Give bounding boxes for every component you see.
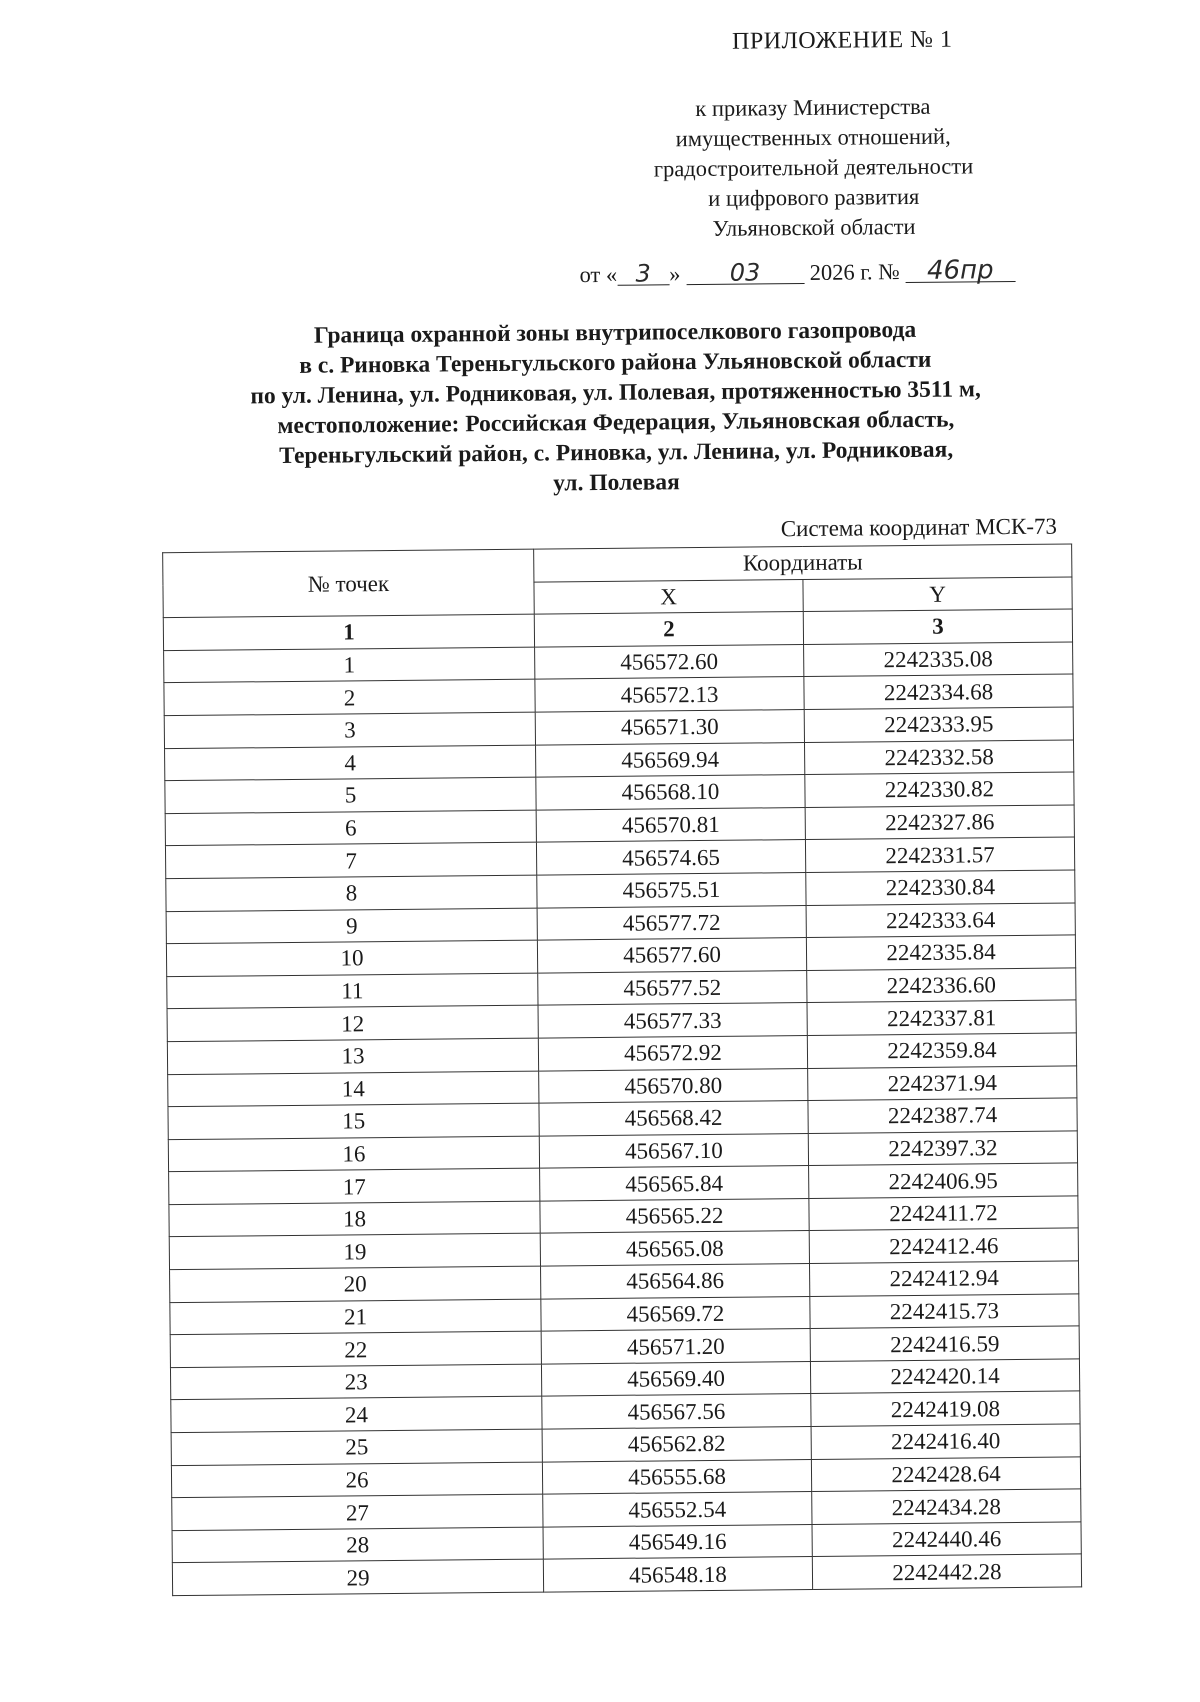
x-coordinate-cell: 456571.30: [535, 710, 804, 745]
point-number-cell: 7: [165, 842, 536, 878]
point-number-cell: 22: [170, 1331, 541, 1367]
y-coordinate-cell: 2242416.59: [810, 1326, 1079, 1361]
heading-line: Граница охранной зоны внутрипоселкового газопровода: [313, 316, 917, 349]
x-coordinate-cell: 456570.80: [539, 1068, 808, 1103]
y-coordinate-cell: 2242335.08: [804, 642, 1073, 677]
y-coordinate-cell: 2242411.72: [809, 1196, 1078, 1231]
x-coordinate-cell: 456568.42: [539, 1101, 808, 1136]
y-coordinate-cell: 2242406.95: [809, 1163, 1078, 1198]
column-index: 1: [163, 614, 534, 650]
point-number-cell: 12: [167, 1005, 538, 1041]
y-coordinate-cell: 2242330.82: [805, 772, 1074, 807]
x-coordinate-cell: 456568.10: [536, 775, 805, 810]
point-number-cell: 23: [170, 1364, 541, 1400]
y-coordinate-cell: 2242337.81: [807, 1000, 1076, 1035]
point-number-cell: 27: [172, 1494, 543, 1530]
point-number-cell: 6: [165, 810, 536, 846]
x-coordinate-cell: 456565.08: [540, 1231, 809, 1266]
order-line: градостроительной деятельности: [653, 153, 974, 182]
x-coordinate-cell: 456565.84: [540, 1166, 809, 1201]
y-coordinate-cell: 2242434.28: [812, 1489, 1081, 1524]
x-coordinate-cell: 456577.33: [538, 1003, 807, 1038]
point-number-cell: 21: [170, 1299, 541, 1335]
x-coordinate-cell: 456577.60: [537, 938, 806, 973]
point-number-cell: 24: [171, 1397, 542, 1433]
order-line: Ульяновской области: [712, 213, 916, 241]
point-number-cell: 29: [172, 1559, 543, 1595]
point-number-cell: 5: [165, 777, 536, 813]
heading-line: местоположение: Российская Федерация, Ульяновская область,: [277, 406, 955, 440]
y-coordinate-cell: 2242412.46: [809, 1228, 1078, 1263]
y-coordinate-cell: 2242442.28: [812, 1554, 1081, 1589]
x-coordinate-cell: 456570.81: [536, 807, 805, 842]
handwritten-order-number: 46пр: [905, 259, 1015, 283]
point-number-cell: 2: [164, 679, 535, 715]
x-coordinate-cell: 456571.20: [541, 1329, 810, 1364]
point-number-cell: 16: [168, 1136, 539, 1172]
y-coordinate-cell: 2242420.14: [810, 1359, 1079, 1394]
x-coordinate-cell: 456564.86: [541, 1264, 810, 1299]
x-coordinate-cell: 456548.18: [543, 1557, 812, 1592]
header-coordinates: Координаты: [534, 544, 1072, 582]
coordinate-system-label: Система координат МСК-73: [780, 513, 1058, 542]
y-coordinate-cell: 2242371.94: [808, 1065, 1077, 1100]
document-heading: [155, 313, 1077, 502]
y-coordinate-cell: 2242428.64: [811, 1457, 1080, 1492]
point-number-cell: 8: [166, 875, 537, 911]
point-number-cell: 1: [164, 647, 535, 683]
point-number-cell: 18: [169, 1201, 540, 1237]
x-coordinate-cell: 456567.56: [542, 1394, 811, 1429]
column-index: 2: [534, 612, 803, 647]
point-number-cell: 17: [169, 1168, 540, 1204]
y-coordinate-cell: 2242440.46: [812, 1522, 1081, 1557]
coordinates-body: [164, 642, 1082, 1596]
order-date-line: [579, 257, 1099, 288]
heading-line: по ул. Ленина, ул. Родниковая, ул. Полевая, протяженностью 3511 м,: [250, 376, 981, 410]
x-coordinate-cell: 456565.22: [540, 1198, 809, 1233]
point-number-cell: 26: [171, 1462, 542, 1498]
header-x: X: [534, 579, 803, 614]
point-number-cell: 10: [166, 940, 537, 976]
heading-line: ул. Полевая: [553, 469, 680, 497]
order-line: имущественных отношений,: [675, 123, 951, 152]
y-coordinate-cell: 2242359.84: [807, 1033, 1076, 1068]
x-coordinate-cell: 456555.68: [542, 1459, 811, 1494]
x-coordinate-cell: 456572.13: [535, 677, 804, 712]
x-coordinate-cell: 456562.82: [542, 1427, 811, 1462]
point-number-cell: 28: [172, 1527, 543, 1563]
y-coordinate-cell: 2242416.40: [811, 1424, 1080, 1459]
y-coordinate-cell: 2242334.68: [804, 674, 1073, 709]
y-coordinate-cell: 2242333.64: [806, 902, 1075, 937]
heading-line: в с. Риновка Тереньгульского района Ульяновской области: [299, 346, 932, 379]
y-coordinate-cell: 2242332.58: [804, 740, 1073, 775]
header-points: № точек: [163, 549, 535, 618]
x-coordinate-cell: 456572.92: [538, 1035, 807, 1070]
order-line: к приказу Министерства: [695, 93, 931, 122]
point-number-cell: 13: [167, 1038, 538, 1074]
x-coordinate-cell: 456575.51: [537, 872, 806, 907]
y-coordinate-cell: 2242333.95: [804, 707, 1073, 742]
point-number-cell: 3: [164, 712, 535, 748]
appendix-title: ПРИЛОЖЕНИЕ № 1: [731, 26, 953, 55]
point-number-cell: 15: [168, 1103, 539, 1139]
coordinates-table: [162, 543, 1082, 1596]
x-coordinate-cell: 456552.54: [543, 1492, 812, 1527]
y-coordinate-cell: 2242415.73: [810, 1294, 1079, 1329]
x-coordinate-cell: 456574.65: [536, 840, 805, 875]
point-number-cell: 9: [166, 908, 537, 944]
x-coordinate-cell: 456569.72: [541, 1296, 810, 1331]
handwritten-day: 3: [617, 262, 669, 285]
order-line: и цифрового развития: [708, 183, 920, 211]
order-reference: [593, 91, 1034, 245]
y-coordinate-cell: 2242336.60: [807, 968, 1076, 1003]
x-coordinate-cell: 456569.40: [541, 1361, 810, 1396]
y-coordinate-cell: 2242331.57: [805, 837, 1074, 872]
x-coordinate-cell: 456549.16: [543, 1524, 812, 1559]
x-coordinate-cell: 456577.52: [538, 970, 807, 1005]
y-coordinate-cell: 2242327.86: [805, 805, 1074, 840]
date-prefix: от «: [579, 261, 618, 288]
point-number-cell: 14: [168, 1071, 539, 1107]
year-number-label: 2026 г. №: [809, 259, 900, 285]
y-coordinate-cell: 2242387.74: [808, 1098, 1077, 1133]
header-y: Y: [803, 577, 1072, 612]
point-number-cell: 25: [171, 1429, 542, 1465]
point-number-cell: 11: [167, 973, 538, 1009]
y-coordinate-cell: 2242412.94: [809, 1261, 1078, 1296]
x-coordinate-cell: 456569.94: [536, 742, 805, 777]
y-coordinate-cell: 2242397.32: [808, 1131, 1077, 1166]
y-coordinate-cell: 2242330.84: [806, 870, 1075, 905]
y-coordinate-cell: 2242419.08: [811, 1391, 1080, 1426]
date-mid: »: [669, 261, 681, 287]
y-coordinate-cell: 2242335.84: [806, 935, 1075, 970]
column-index: 3: [803, 609, 1072, 644]
point-number-cell: 19: [169, 1234, 540, 1270]
point-number-cell: 4: [165, 745, 536, 781]
x-coordinate-cell: 456567.10: [539, 1133, 808, 1168]
heading-line: Тереньгульский район, с. Риновка, ул. Ленина, ул. Родниковая,: [279, 436, 954, 470]
x-coordinate-cell: 456572.60: [535, 644, 804, 679]
point-number-cell: 20: [170, 1266, 541, 1302]
x-coordinate-cell: 456577.72: [537, 905, 806, 940]
handwritten-month: 03: [686, 261, 804, 285]
